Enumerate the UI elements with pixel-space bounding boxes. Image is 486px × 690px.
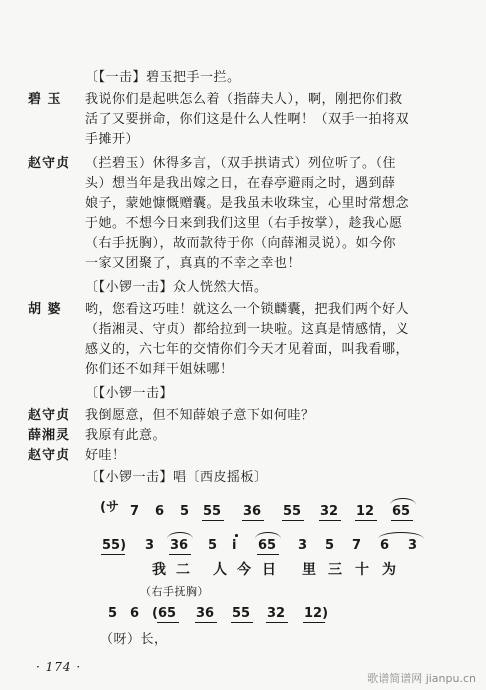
beat-underline — [242, 520, 264, 521]
lyric-char: 十 — [355, 562, 369, 578]
score-note: 6 — [155, 504, 165, 519]
stage-direction-1: 〔【一击】碧玉把手一拦。 — [85, 70, 241, 85]
dialogue-line: 手摊开） — [85, 132, 140, 147]
beat-underline — [319, 520, 341, 521]
speaker-biyu: 碧 玉 — [28, 92, 62, 107]
speaker-zhao-shouzhen: 赵守贞 — [28, 448, 71, 463]
score-note: 3 — [298, 538, 308, 553]
score-note: 5 — [208, 538, 218, 553]
score-note: 5 — [325, 538, 335, 553]
score-note: (サ — [100, 500, 119, 515]
octave-dot — [235, 534, 238, 537]
score-note: i — [232, 538, 237, 553]
beat-underline — [355, 520, 377, 521]
beat-underline — [195, 622, 217, 623]
stage-direction-3: 〔【小锣一击】 — [85, 386, 174, 401]
lyric-char: 里 — [302, 562, 316, 578]
score-note: 65 — [258, 538, 277, 553]
score-note: 32 — [320, 504, 339, 519]
stage-direction-4: 〔【小锣一击】唱〔西皮摇板〕 — [85, 470, 268, 485]
gesture-note: （右手抚胸） — [140, 585, 209, 598]
beat-underline — [202, 520, 224, 521]
score-note: 3 — [145, 538, 155, 553]
score-note: 65 — [392, 504, 411, 519]
speaker-hu-po: 胡 婆 — [28, 302, 62, 317]
speaker-xue-xiangling: 薛湘灵 — [28, 428, 71, 443]
score-note: 7 — [352, 538, 362, 553]
score-note: 36 — [196, 606, 215, 621]
slur-arc — [390, 498, 416, 505]
dialogue-line: 哟，您看这巧哇！就这么一个锁麟囊，把我们两个好人 — [85, 302, 410, 317]
beat-underline — [101, 554, 125, 555]
speaker-zhao-shouzhen: 赵守贞 — [28, 156, 71, 171]
dialogue-line: （右手抚胸），故而款待于你（向薛湘灵说）。如今你 — [85, 236, 397, 251]
slur-arc — [378, 532, 424, 539]
beat-underline — [391, 520, 413, 521]
score-note: 7 — [130, 504, 140, 519]
score-note: 36 — [170, 538, 189, 553]
score-note: 55) — [102, 538, 127, 553]
beat-underline — [157, 622, 179, 623]
slur-arc — [255, 532, 281, 539]
dialogue-line: 一家又团聚了，真真的不幸之幸也！ — [85, 256, 302, 271]
score-note: 12) — [304, 606, 329, 621]
dialogue-line: 活了又要拼命，你们这是什么人性啊！（双手一拍将双 — [85, 112, 410, 127]
page-number: · 174 · — [36, 660, 82, 674]
score-note: 55 — [232, 606, 251, 621]
dialogue-line: 头）想当年是我出嫁之日，在春亭避雨之时，遇到薛 — [85, 176, 396, 191]
score-note: 6 — [130, 606, 140, 621]
beat-underline — [282, 520, 304, 521]
beat-underline — [257, 554, 279, 555]
slur-arc — [167, 532, 193, 539]
beat-underline — [303, 622, 325, 623]
dialogue-line: （指湘灵、守贞）都给拉到一块啦。这真是情感情，义 — [85, 322, 410, 337]
lyric-char: 我 — [152, 562, 166, 578]
beat-underline — [231, 622, 253, 623]
score-note: 3 — [408, 538, 418, 553]
dialogue-line: 娘子，蒙她慷慨赠囊。是我虽未收珠宝，心里时常想念 — [85, 196, 410, 211]
dialogue-line: 我原有此意。 — [85, 428, 167, 443]
lyric-char: 今 — [237, 562, 251, 578]
speaker-zhao-shouzhen: 赵守贞 — [28, 408, 71, 423]
score-note: 5 — [180, 504, 190, 519]
score-note: 36 — [243, 504, 262, 519]
score-note: 55 — [283, 504, 302, 519]
score-note: (65 — [152, 606, 177, 621]
score-note: 32 — [267, 606, 286, 621]
site-watermark: 歌谱简谱网 jianpu.cn — [367, 672, 476, 685]
score-note: 5 — [108, 606, 118, 621]
lyric-char: 三 — [328, 562, 342, 578]
dialogue-line: 感义的，六七年的交情你们今天才见着面，叫我看哪， — [85, 342, 410, 357]
dialogue-line: （拦碧玉）休得多言，（双手拱请式）列位听了。（住 — [85, 156, 397, 171]
lyric-char: 二 — [176, 562, 190, 578]
lyric-char: 为 — [382, 562, 396, 578]
lyric-char: 人 — [213, 562, 227, 578]
stage-direction-2: 〔【小锣一击】众人恍然大悟。 — [85, 280, 268, 295]
lyric-char: 日 — [262, 562, 276, 578]
dialogue-line: 你们还不如拜干姐妹哪！ — [85, 362, 234, 377]
score-note: 55 — [203, 504, 222, 519]
score-note: 6 — [380, 538, 390, 553]
dialogue-line: 好哇！ — [85, 448, 126, 463]
lyric-tail: （呀）长， — [100, 632, 168, 647]
dialogue-line: 我倒愿意，但不知薛娘子意下如何哇？ — [85, 408, 315, 423]
dialogue-line: 于她。不想今日来到我们这里（右手按掌），趁我心愿 — [85, 216, 403, 231]
beat-underline — [266, 622, 288, 623]
dialogue-line: 我说你们是起哄怎么着（指薛夫人），啊，刚把你们救 — [85, 92, 403, 107]
score-note: 12 — [356, 504, 375, 519]
beat-underline — [169, 554, 191, 555]
